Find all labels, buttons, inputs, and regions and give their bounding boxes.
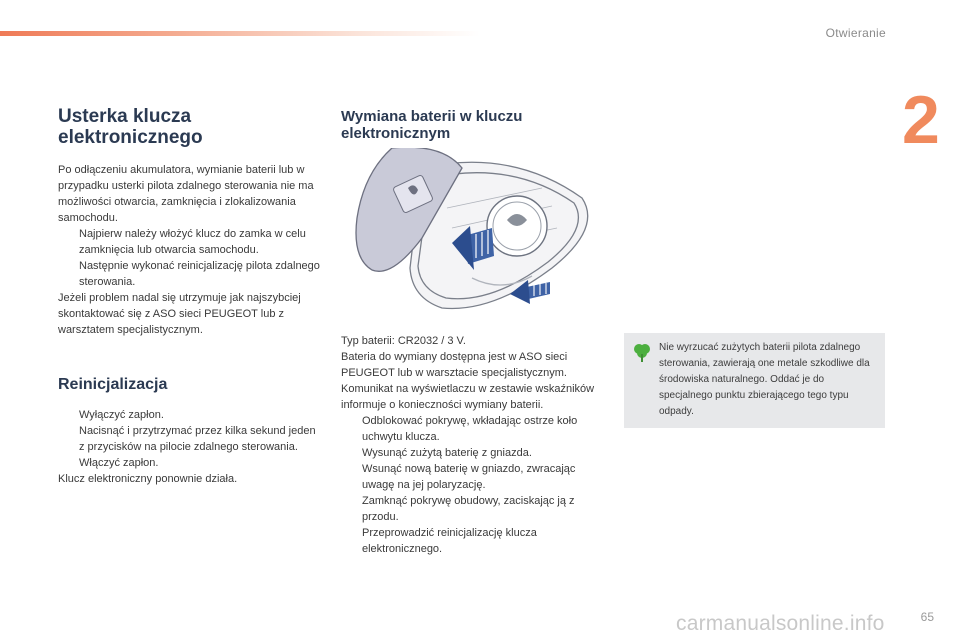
list-item: Najpierw należy włożyć klucz do zamka w celu zamknięcia lub otwarcia samochodu. <box>79 228 306 256</box>
key-fault-steps <box>58 226 320 290</box>
list-item: Włączyć zapłon. <box>79 457 159 469</box>
key-fault-heading <box>58 106 320 148</box>
list-item: Wsunąć nową baterię w gniazdo, zwracając uwagę na jej polaryzację. <box>362 463 576 491</box>
battery-intro: Bateria do wymiany dostępna jest w ASO sieci PEUGEOT lub w warsztacie specjalistycznym. Komunikat na wyświetlaczu w zestawie wskaźników informuje o konieczności wymiany baterii. <box>341 351 595 411</box>
reinit-outro: Klucz elektroniczny ponownie działa. <box>58 473 238 485</box>
key-fault-heading-line2: elektronicznego <box>58 127 203 148</box>
battery-replace-heading <box>341 108 603 142</box>
eco-leaf-icon <box>632 342 652 362</box>
reinit-heading: Reinicjalizacja <box>58 376 168 393</box>
key-fault-outro: Jeżeli problem nadal się utrzymuje jak najszybciej skontaktować się z ASO sieci PEUGEOT lub z warsztatem specjalistycznym. <box>58 292 301 336</box>
reinit-steps <box>58 407 320 471</box>
environment-notice <box>624 333 885 428</box>
key-battery-illustration <box>352 148 602 318</box>
watermark: carmanualsonline.info <box>676 612 885 635</box>
key-fault-intro: Po odłączeniu akumulatora, wymianie baterii lub w przypadku usterki pilota zdalnego sterowania nie ma możliwości otwarcia, zamknięcia i zlokalizowania samochodu. <box>58 164 314 224</box>
list-item: Wyłączyć zapłon. <box>79 409 164 421</box>
list-item: Następnie wykonać reinicjalizację pilota zdalnego sterowania. <box>79 260 320 288</box>
reinit-section <box>58 376 320 487</box>
header-accent-bar <box>0 31 480 36</box>
battery-coin <box>487 196 547 256</box>
battery-instructions <box>341 333 606 557</box>
chapter-number: 2 <box>902 82 940 158</box>
battery-steps <box>341 413 606 557</box>
list-item: Nacisnąć i przytrzymać przez kilka sekund jeden z przycisków na pilocie zdalnego sterowania. <box>79 425 316 453</box>
battery-heading-line2: elektronicznym <box>341 125 451 142</box>
list-item: Zamknąć pokrywę obudowy, zaciskając ją z przodu. <box>362 495 575 523</box>
list-item: Odblokować pokrywę, wkładając ostrze koło uchwytu klucza. <box>362 415 578 443</box>
list-item: Przeprowadzić reinicjalizację klucza elektronicznego. <box>362 527 537 555</box>
key-fault-section <box>58 106 320 338</box>
key-fault-heading-line1: Usterka klucza <box>58 106 192 127</box>
key-battery-diagram <box>352 148 602 318</box>
battery-type: Typ baterii: CR2032 / 3 V. <box>341 335 466 347</box>
list-item: Wysunąć zużytą baterię z gniazda. <box>362 447 532 459</box>
page-number: 65 <box>920 610 934 624</box>
battery-replace-section <box>341 108 603 142</box>
battery-heading-line1: Wymiana baterii w kluczu <box>341 108 523 125</box>
section-title: Otwieranie <box>825 26 886 40</box>
environment-notice-text: Nie wyrzucać zużytych baterii pilota zdalnego sterowania, zawierają one metale szkodliwe dla środowiska naturalnego. Oddać je do specjalnego punktu zbierającego tego typu odpady. <box>659 342 870 417</box>
